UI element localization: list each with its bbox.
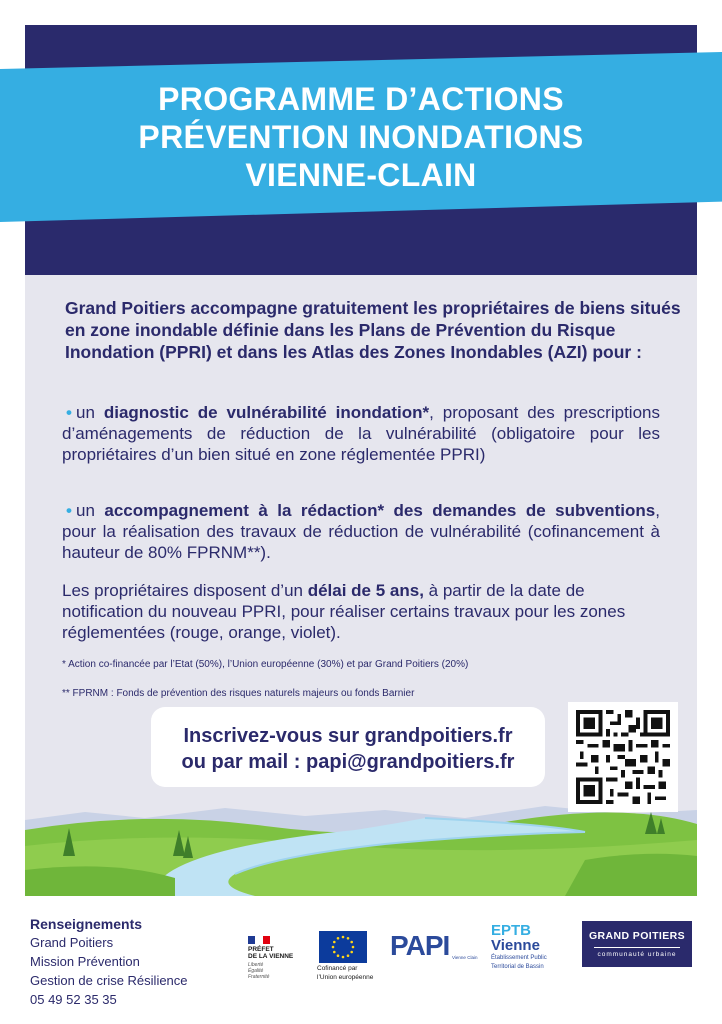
contact-line: Gestion de crise Résilience <box>30 973 188 988</box>
prefet-motto-line: Égalité <box>248 968 264 974</box>
delay-bold: délai de 5 ans, <box>307 581 424 600</box>
prefet-motto-line: Fraternité <box>248 974 270 980</box>
title-line: VIENNE-CLAIN <box>245 157 477 193</box>
grand-poitiers-logo <box>582 921 692 967</box>
papi-wordmark: PAPI <box>390 930 450 961</box>
eu-logo <box>317 931 389 981</box>
delay-paragraph <box>62 580 660 643</box>
qr-code[interactable] <box>568 702 678 812</box>
bullet-pre: un <box>76 403 104 422</box>
title-line: PRÉVENTION INONDATIONS <box>138 119 584 155</box>
papi-sub <box>452 955 477 960</box>
gp-tagline: communauté urbaine <box>597 951 677 958</box>
delay-rest: à partir de la date de notification du nouveau PPRI, pour réaliser certains travaux pour les zones réglementées (rouge, orange, violet). <box>62 581 626 642</box>
bullet-icon: • <box>66 501 72 520</box>
bullet-icon: • <box>66 403 72 422</box>
landscape-illustration <box>25 800 697 901</box>
bullet-pre: un <box>76 501 105 520</box>
eptb-logo <box>491 923 571 970</box>
eu-caption: Cofinancé par <box>317 965 358 972</box>
eptb-sub: Territorial de Bassin <box>491 963 544 970</box>
contact-phone[interactable]: 05 49 52 35 35 <box>30 992 117 1007</box>
papi-logo <box>390 930 480 966</box>
footnote-cofinance: * Action co-financée par l’Etat (50%), l’Union européenne (30%) et par Grand Poitiers (20%) <box>62 659 469 670</box>
delay-pre: Les propriétaires disposent d’un <box>62 581 308 600</box>
eptb-wordmark: Vienne <box>491 937 540 954</box>
contact-block <box>30 915 230 1009</box>
footnote-fprnm: ** FPRNM : Fonds de prévention des risques naturels majeurs ou fonds Barnier <box>62 688 415 699</box>
bullet-diagnostic <box>62 402 660 465</box>
signup-box <box>151 707 545 787</box>
contact-title: Renseignements <box>30 916 143 932</box>
contact-line: Mission Prévention <box>30 954 140 969</box>
contact-line: Grand Poitiers <box>30 935 114 950</box>
prefet-motto <box>248 962 312 980</box>
gp-name: GRAND POITIERS <box>588 930 686 942</box>
eptb-wordmark: EPTB <box>491 922 532 939</box>
title-line: PROGRAMME D’ACTIONS <box>158 81 564 117</box>
page-title <box>0 80 722 194</box>
signup-website-text[interactable]: Inscrivez-vous sur grandpoitiers.fr <box>183 725 513 747</box>
prefet-motto-line: Liberté <box>248 962 264 968</box>
marianne-flag-icon <box>248 936 270 944</box>
gp-divider <box>594 947 680 948</box>
papi-sub-word: Clain <box>467 955 478 960</box>
qr-code-icon <box>576 710 670 804</box>
bullet-rest: , pour la réalisation des travaux de réduction de vulnérabilité (cofinancement à hauteur de 80% FPRNM**). <box>62 501 660 562</box>
prefet-label: DE LA VIENNE <box>248 953 294 960</box>
bullet-rest: , proposant des prescriptions d’aménagements de réduction de la vulnérabilité (obligatoire pour les propriétaires d’un bien situé en zone réglementée PPRI) <box>62 403 660 464</box>
eu-caption: l’Union européenne <box>317 974 374 981</box>
bullet-accompaniment <box>62 500 660 563</box>
signup-email-link[interactable]: papi@grandpoitiers.fr <box>306 751 515 773</box>
signup-email-prefix: ou par mail : <box>181 751 307 773</box>
prefet-label: PRÉFET <box>248 946 274 953</box>
signup-email-line <box>151 749 545 775</box>
bullet-bold: diagnostic de vulnérabilité inondation* <box>103 403 430 422</box>
eptb-sub: Établissement Public <box>491 955 547 961</box>
eu-flag-icon <box>319 931 367 963</box>
intro-text: Grand Poitiers accompagne gratuitement les propriétaires de biens situés en zone inondable définie dans les Plans de Prévention du Risque Inondation (PPRI) et dans les Atlas des Zones Inondables (AZI) pour : <box>65 298 681 362</box>
papi-sub-word: Vienne <box>452 955 466 960</box>
prefet-logo <box>248 936 312 986</box>
bullet-bold: accompagnement à la rédaction* des demandes de subventions <box>104 501 656 520</box>
